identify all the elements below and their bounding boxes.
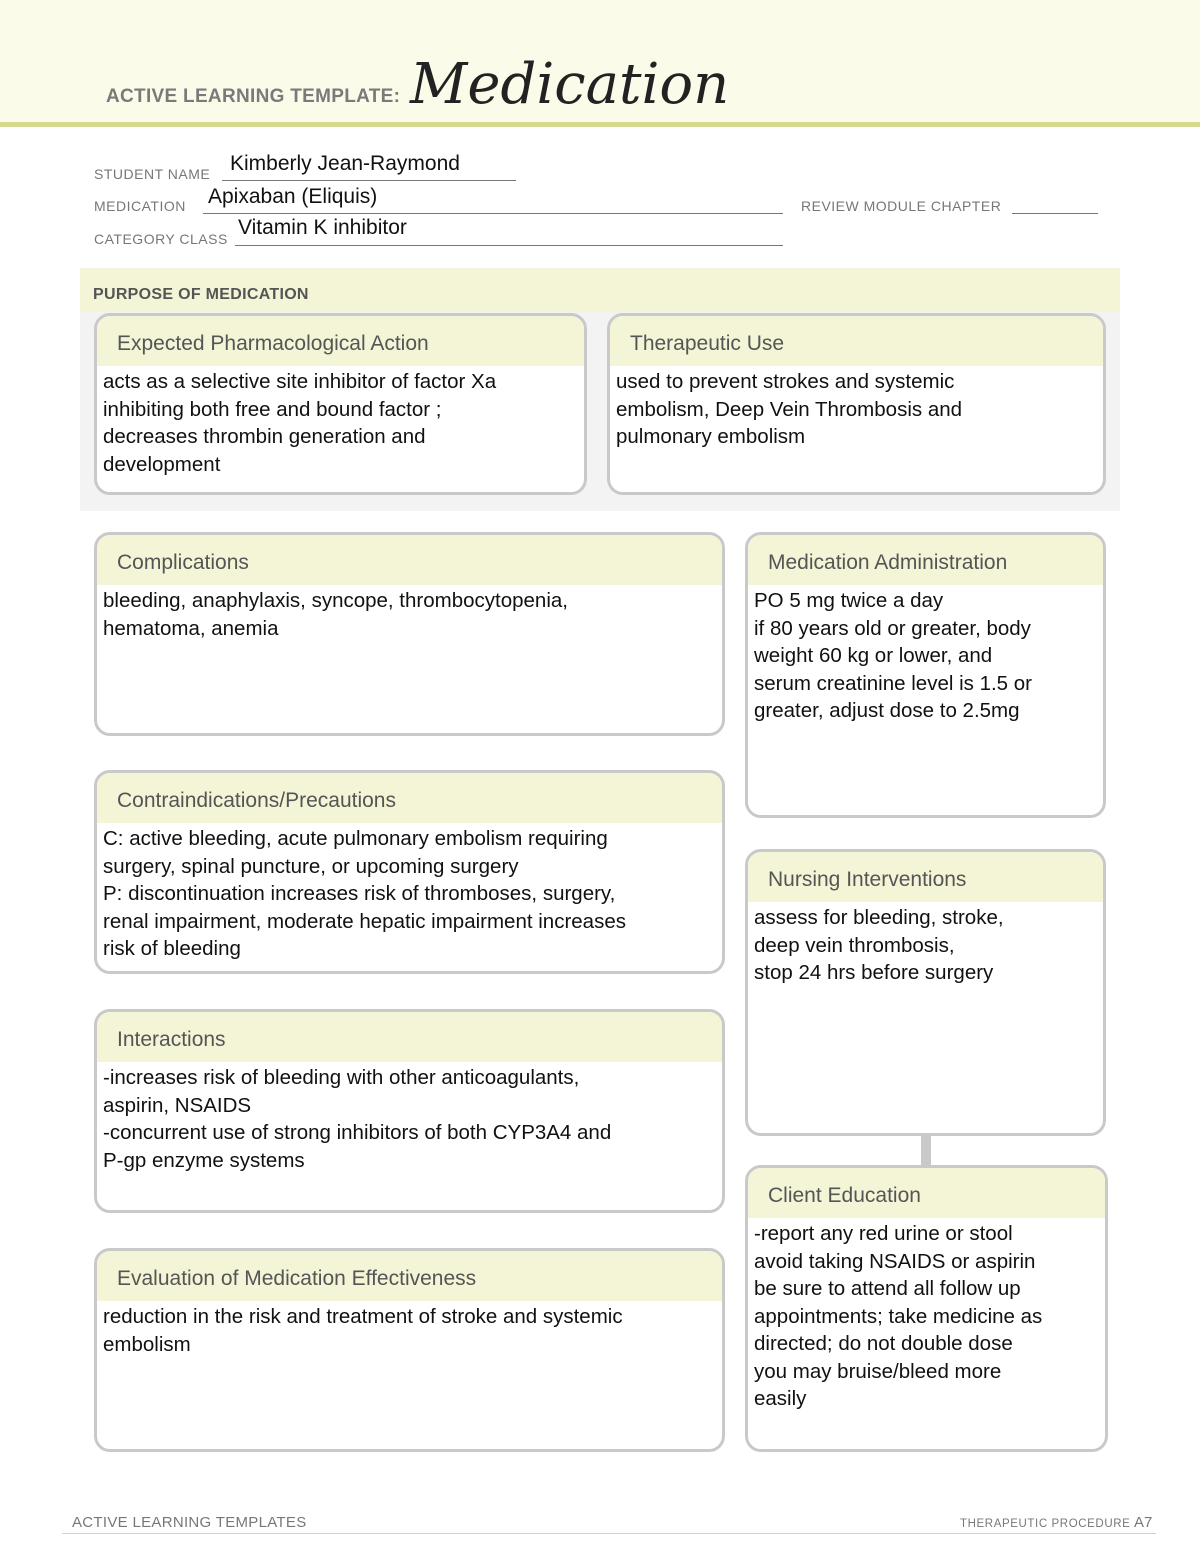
page-title: Medication (410, 52, 730, 117)
category-class-line (235, 245, 783, 246)
student-name-label: STUDENT NAME (94, 166, 211, 182)
interactions-text[interactable]: -increases risk of bleeding with other anticoagulants, aspirin, NSAIDS -concurrent use of strong inhibitors of both CYP3A4 and P-gp enzyme systems (103, 1066, 612, 1172)
nursing-interventions-box (745, 849, 1106, 1136)
medication-line (203, 213, 783, 214)
therapeutic-use-box (607, 313, 1106, 495)
review-module-label: REVIEW MODULE CHAPTER (801, 198, 1002, 214)
contraindications-box (94, 770, 725, 974)
medication-administration-title: Medication Administration (748, 535, 1103, 585)
complications-text[interactable]: bleeding, anaphylaxis, syncope, thrombocytopenia, hematoma, anemia (103, 589, 568, 640)
purpose-label: PURPOSE OF MEDICATION (93, 286, 309, 303)
section-connector (921, 1134, 931, 1166)
student-name-field[interactable]: Kimberly Jean-Raymond (230, 152, 460, 175)
evaluation-title: Evaluation of Medication Effectiveness (97, 1251, 722, 1301)
therapeutic-use-text[interactable]: used to prevent strokes and systemic embolism, Deep Vein Thrombosis and pulmonary embolism (616, 370, 963, 448)
template-label: ACTIVE LEARNING TEMPLATE: (106, 86, 401, 107)
category-class-label: CATEGORY CLASS (94, 231, 228, 247)
client-education-box (745, 1165, 1108, 1452)
header-rule (0, 122, 1200, 127)
expected-action-title: Expected Pharmacological Action (97, 316, 584, 366)
contraindications-text[interactable]: C: active bleeding, acute pulmonary embolism requiring surgery, spinal puncture, or upcoming surgery P: discontinuation increases risk of thromboses, surgery, renal impairment, moderate hepatic impairment increases risk of bleeding (103, 827, 626, 960)
nursing-interventions-title: Nursing Interventions (748, 852, 1103, 902)
evaluation-box (94, 1248, 725, 1452)
interactions-title: Interactions (97, 1012, 722, 1062)
category-class-field[interactable]: Vitamin K inhibitor (238, 216, 407, 239)
client-education-text[interactable]: -report any red urine or stool avoid taking NSAIDS or aspirin be sure to attend all follow up appointments; take medicine as directed; do not double dose you may bruise/bleed more easily (754, 1222, 1043, 1410)
nursing-interventions-text[interactable]: assess for bleeding, stroke, deep vein thrombosis, stop 24 hrs before surgery (754, 906, 1004, 984)
contraindications-title: Contraindications/Precautions (97, 773, 722, 823)
complications-box (94, 532, 725, 736)
expected-action-box (94, 313, 587, 495)
footer-rule (62, 1533, 1156, 1534)
interactions-box (94, 1009, 725, 1213)
medication-administration-text[interactable]: PO 5 mg twice a day if 80 years old or greater, body weight 60 kg or lower, and serum creatinine level is 1.5 or greater, adjust dose to 2.5mg (754, 589, 1033, 722)
complications-title: Complications (97, 535, 722, 585)
expected-action-text[interactable]: acts as a selective site inhibitor of factor Xa inhibiting both free and bound factor ; decreases thrombin generation and development (103, 370, 497, 476)
medication-label: MEDICATION (94, 198, 186, 214)
therapeutic-use-title: Therapeutic Use (610, 316, 1103, 366)
medication-administration-box (745, 532, 1106, 818)
client-education-title: Client Education (748, 1168, 1105, 1218)
footer-right-label: THERAPEUTIC PROCEDURE (960, 1518, 1131, 1530)
review-module-field[interactable] (1012, 213, 1098, 214)
student-name-line (222, 180, 516, 181)
footer-left-label: ACTIVE LEARNING TEMPLATES (72, 1514, 307, 1531)
evaluation-text[interactable]: reduction in the risk and treatment of stroke and systemic embolism (103, 1305, 623, 1356)
footer-page-number: A7 (1134, 1514, 1153, 1531)
medication-field[interactable]: Apixaban (Eliquis) (208, 185, 378, 208)
